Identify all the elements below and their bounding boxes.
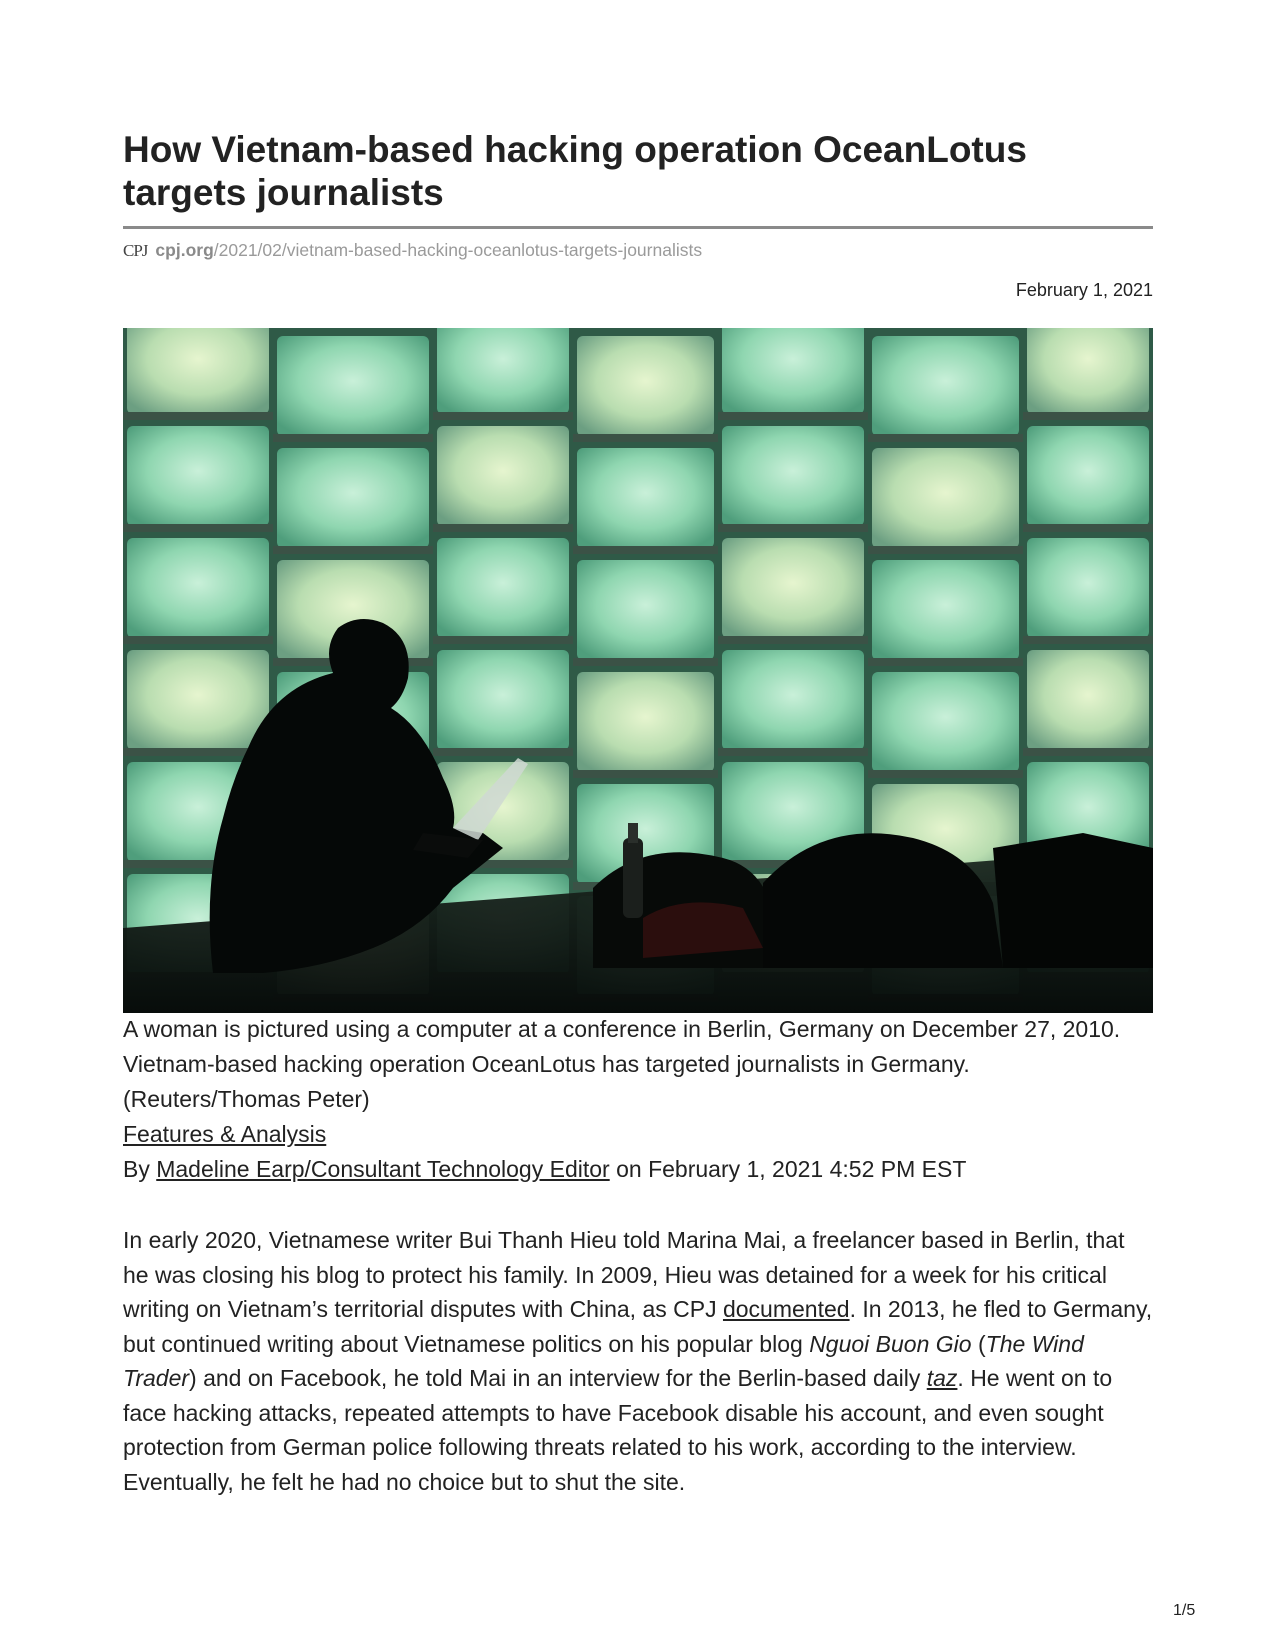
hero-image <box>123 328 1153 1013</box>
publish-date: February 1, 2021 <box>1015 280 1153 300</box>
body-paragraph <box>123 1223 1153 1499</box>
body-text-2: . In 2013, he fled to Germany, but continued writing about Vietnamese politics on his popular blog <box>123 1296 1153 1357</box>
taz-link-text: taz <box>926 1365 958 1391</box>
body-text-4: ) and on Facebook, he told Mai in an interview for the Berlin-based daily <box>189 1365 927 1391</box>
body-text-3: ( <box>971 1330 986 1357</box>
page-number: 1/5 <box>1173 1602 1196 1619</box>
title-divider <box>123 226 1153 229</box>
byline <box>123 1152 1153 1187</box>
documented-link[interactable]: documented <box>722 1296 850 1322</box>
category-link[interactable]: Features & Analysis <box>123 1121 327 1147</box>
conference-photo-illustration <box>123 328 1153 1013</box>
image-caption-block <box>123 1012 1153 1187</box>
byline-suffix: on February 1, 2021 4:52 PM EST <box>609 1156 967 1182</box>
cpj-logo-icon: CPJ <box>123 241 148 260</box>
taz-link[interactable] <box>927 1365 958 1391</box>
blog-name: Nguoi Buon Gio <box>809 1330 972 1357</box>
byline-prefix: By <box>123 1156 157 1182</box>
body-text-5: . He went on to face hacking attacks, repeated attempts to have Facebook disable his account, and even sought protection from German police following threats related to his work, according to the interview. Eventually, he felt he had no choice but to shut the site. <box>123 1365 1113 1495</box>
source-path: /2021/02/vietnam-based-hacking-oceanlotus-targets-journalists <box>213 240 703 260</box>
blog-translation: The Wind Trader <box>123 1330 1084 1391</box>
article-title: How Vietnam-based hacking operation OceanLotus targets journalists <box>123 129 1027 213</box>
source-domain: cpj.org <box>155 240 214 260</box>
author-link[interactable]: Madeline Earp/Consultant Technology Editor <box>156 1156 610 1182</box>
source-line[interactable] <box>123 240 702 261</box>
image-caption: A woman is pictured using a computer at a conference in Berlin, Germany on December 27, 2010. Vietnam-based hacking operation OceanLotus has targeted journalists in Germany. (Reuters/Thomas Peter) <box>123 1016 1121 1112</box>
body-text-1: In early 2020, Vietnamese writer Bui Thanh Hieu told Marina Mai, a freelancer based in Berlin, that he was closing his blog to protect his family. In 2009, Hieu was detained for a week for his critical writing on Vietnam’s territorial disputes with China, as CPJ <box>123 1227 1125 1322</box>
